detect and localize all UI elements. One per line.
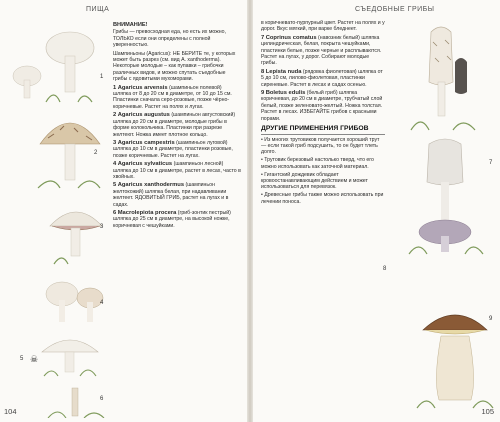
entry-text: шляпка до 20 см в диаметре, молодые грибы в форме колокольчика. Пластинки при разрезе желтеют. Ножка имеет плотное кольцо. [113,118,227,138]
entry-common: (шампиньон лесной) [173,161,224,168]
list-item: • Гигантский дождевик обладает кровоостанавливающим действием и может использоваться для перевязок. [261,171,368,191]
entry-title: Macrolepiota procera [117,209,177,216]
entry-text: шляпка от 5 до 10 см, лилово-фиолетовая, пластинки сиреневые. Растет в лесах и садах осенью. [261,68,383,88]
entry-common: (навозник белый) [318,34,360,41]
mushroom-illustration-3 [44,196,108,266]
entry [113,85,241,111]
entry-common: (шампиньон желтокожий) [113,182,215,195]
left-page [0,0,247,422]
plate-number: 4 [100,300,104,306]
mushroom-illustration-9 [413,300,497,410]
plate-number: 3 [100,224,104,230]
entry-number: 8 [261,68,265,75]
list-item: • Древесные грибы также можно использовать при лечении поноса. [261,192,384,205]
entry-number: 7 [261,34,265,41]
plate-number: 6 [100,396,104,402]
running-head-right: СЪЕДОБНЫЕ ГРИБЫ [355,6,435,13]
entry [113,210,241,229]
entry-common: (гриб-зонтик пестрый) [177,209,231,216]
entry [113,112,241,138]
entry [261,90,385,122]
entry-common: (шампиньон луговой) [176,139,228,146]
entry-title: Lepista nuda [265,68,302,75]
plate-number: 8 [383,266,387,272]
entry-common: (шампиньон августовский) [171,112,236,119]
skull-crossbones-icon: ☠ [30,354,39,364]
right-text-column [261,20,385,207]
mushroom-illustration-7 [405,22,485,132]
entry-number: 2 [113,112,117,119]
entry-title: Agaricus xanthodermus [117,182,185,189]
entry-number: 5 [113,182,117,189]
mushroom-illustration-1 [40,26,102,106]
entry-number: 3 [113,139,117,146]
entry-number: 1 [113,84,117,91]
plate-number: 9 [489,316,493,322]
plate-number: 2 [94,150,98,156]
entry-title: Agaricus augustus [117,112,170,119]
entry-common: (шампиньон полевой) [169,84,222,91]
entry-common: (белый гриб) [306,90,338,97]
warning-heading: ВНИМАНИЕ! [113,22,148,28]
entry [113,140,241,159]
entry-number: 6 [113,209,117,216]
entry-number: 9 [261,90,265,97]
entry-number: 4 [113,161,117,168]
mushroom-illustration-2 [34,108,106,190]
entry-text: шляпка от 8 до 20 см в диаметре, от 10 до 15 см. Пластинки сначала серо-розовые, позже чёрно-коричневые. Растет на полях и лугах. [113,91,232,110]
entry-common: (рядовка фиолетовая) [302,68,357,75]
page-number-left: 104 [4,407,17,416]
right-page [253,0,500,422]
entry-text: шляпка до 10 см в диаметре, растет в лесах, часто в хвойных. [113,167,241,180]
warning-text: Грибы — превосходная еда, но есть их можно, ТОЛЬКО если они определены с полной уверенностью. [113,29,226,49]
entry-title: Agaricus arvensis [117,84,168,91]
entry-text: шляпка до 25 см в диаметре, на высокой ножке, коричневая с чешуйками. [113,216,230,229]
entry-title: Coprinus comatus [265,34,317,41]
mushroom-illustration-8 [401,136,491,256]
mushroom-illustration-1b [10,58,44,102]
entry [113,161,241,180]
plate-number: 1 [100,74,104,80]
entry-text: шляпка коричневая, до 20 см в диаметре, трубчатый слой белый, позже зеленовато-желтый. Ножка толстая. Растет в лесах. ИЗБЕГАЙТЕ грибов с красными порами. [261,90,383,122]
entry-text: шляпка цилиндрическая, белая, покрыта чешуйками, пластинки белые, позже черные и расплываются. Растет на лугах, у дорог. Собирают молодые грибы. [261,34,382,67]
entry-title: Agaricus campestris [117,139,175,146]
entry [113,182,241,208]
mushroom-illustration-5 [36,326,106,378]
entry [261,35,385,67]
intro-text: в коричневато-пурпурный цвет. Растет на полях и у дорог. Вкус мягкий, при варке бледнеет. [261,20,385,33]
entry-text: шляпка белая, при надавливании желтеет. ЯДОВИТЫЙ ГРИБ, растет на лугах и в садах. [113,188,229,208]
plate-number: 7 [489,160,493,166]
caution-text: Шампиньоны (Agaricus): НЕ БЕРИТЕ те, у которых может быть разрез (см. вид A. xanthoderma). Некоторые молодые – как пупавки – грибочки различных видов, и можно спутать съедобные грибы с ядовитыми мухоморами. [113,50,236,83]
section-heading-other-uses: ДРУГИЕ ПРИМЕНЕНИЯ ГРИБОВ [261,126,385,134]
entry [261,69,385,88]
entry-title: Boletus edulis [265,90,306,97]
entry-text: шляпка до 10 см в диаметре, пластинки розовые, позже коричневые. Растет на лугах. [113,146,233,159]
other-uses-list [261,137,385,206]
list-item: • Из многих трутовиков получается хороший трут — если такой гриб подсушить, то он будет тлеть долго. [261,136,380,156]
left-text-column [113,22,241,231]
list-item: • Трутовик березовый настолько тверд, что его можно использовать как заточной материал. [261,157,374,170]
entry-title: Agaricus sylvaticus [117,161,173,168]
plate-number: 5 [20,356,24,362]
page-number-right: 105 [481,407,494,416]
running-head-left: ПИЩА [86,6,110,13]
